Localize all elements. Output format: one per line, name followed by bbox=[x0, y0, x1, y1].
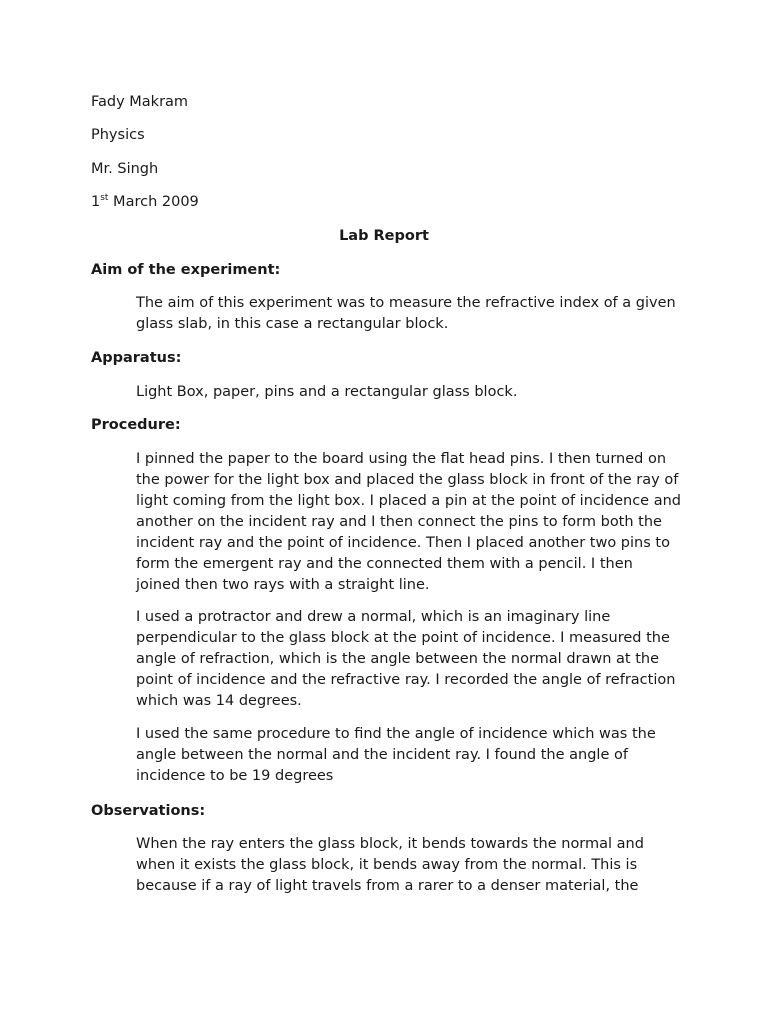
apparatus-heading: Apparatus: bbox=[91, 350, 182, 366]
date-day: 1 bbox=[91, 194, 101, 210]
subject-name: Physics bbox=[91, 127, 145, 143]
author-name: Fady Makram bbox=[91, 94, 189, 110]
procedure-paragraph-3: I used the same procedure to find the angle of incidence which was the angle between the normal and the incident ray. I found the angle of incidence to be 19 degrees bbox=[136, 726, 656, 784]
date-suffix: st bbox=[100, 193, 109, 203]
page-title: Lab Report bbox=[339, 228, 429, 244]
procedure-heading: Procedure: bbox=[91, 417, 181, 433]
procedure-paragraph-2: I used a protractor and drew a normal, which is an imaginary line perpendicular to the glass block at the point of incidence. I measured the angle of refraction, which is the angle between the normal drawn at the point of incidence and the refractive ray. I recorded the angle of refraction which was 14 degrees. bbox=[136, 609, 676, 709]
procedure-paragraph-1: I pinned the paper to the board using the flat head pins. I then turned on the power for the light box and placed the glass block in front of the ray of light coming from the light box. I placed a pin at the point of incidence and another on the incident ray and I then connect the pins to form both the incident ray and the point of incidence. Then I placed another two pins to form the emergent ray and the connected them with a pencil. I then joined then two rays with a straight line. bbox=[136, 451, 681, 593]
aim-heading: Aim of the experiment: bbox=[91, 262, 281, 278]
report-date bbox=[91, 192, 199, 212]
teacher-name: Mr. Singh bbox=[91, 161, 159, 177]
apparatus-paragraph: Light Box, paper, pins and a rectangular glass block. bbox=[136, 384, 518, 400]
observations-paragraph: When the ray enters the glass block, it bends towards the normal and when it exists the glass block, it bends away from the normal. This is because if a ray of light travels from a rarer to a denser material, the bbox=[136, 836, 644, 894]
aim-paragraph: The aim of this experiment was to measure the refractive index of a given glass slab, in this case a rectangular block. bbox=[136, 295, 676, 332]
date-rest: March 2009 bbox=[108, 194, 199, 210]
observations-heading: Observations: bbox=[91, 803, 206, 819]
